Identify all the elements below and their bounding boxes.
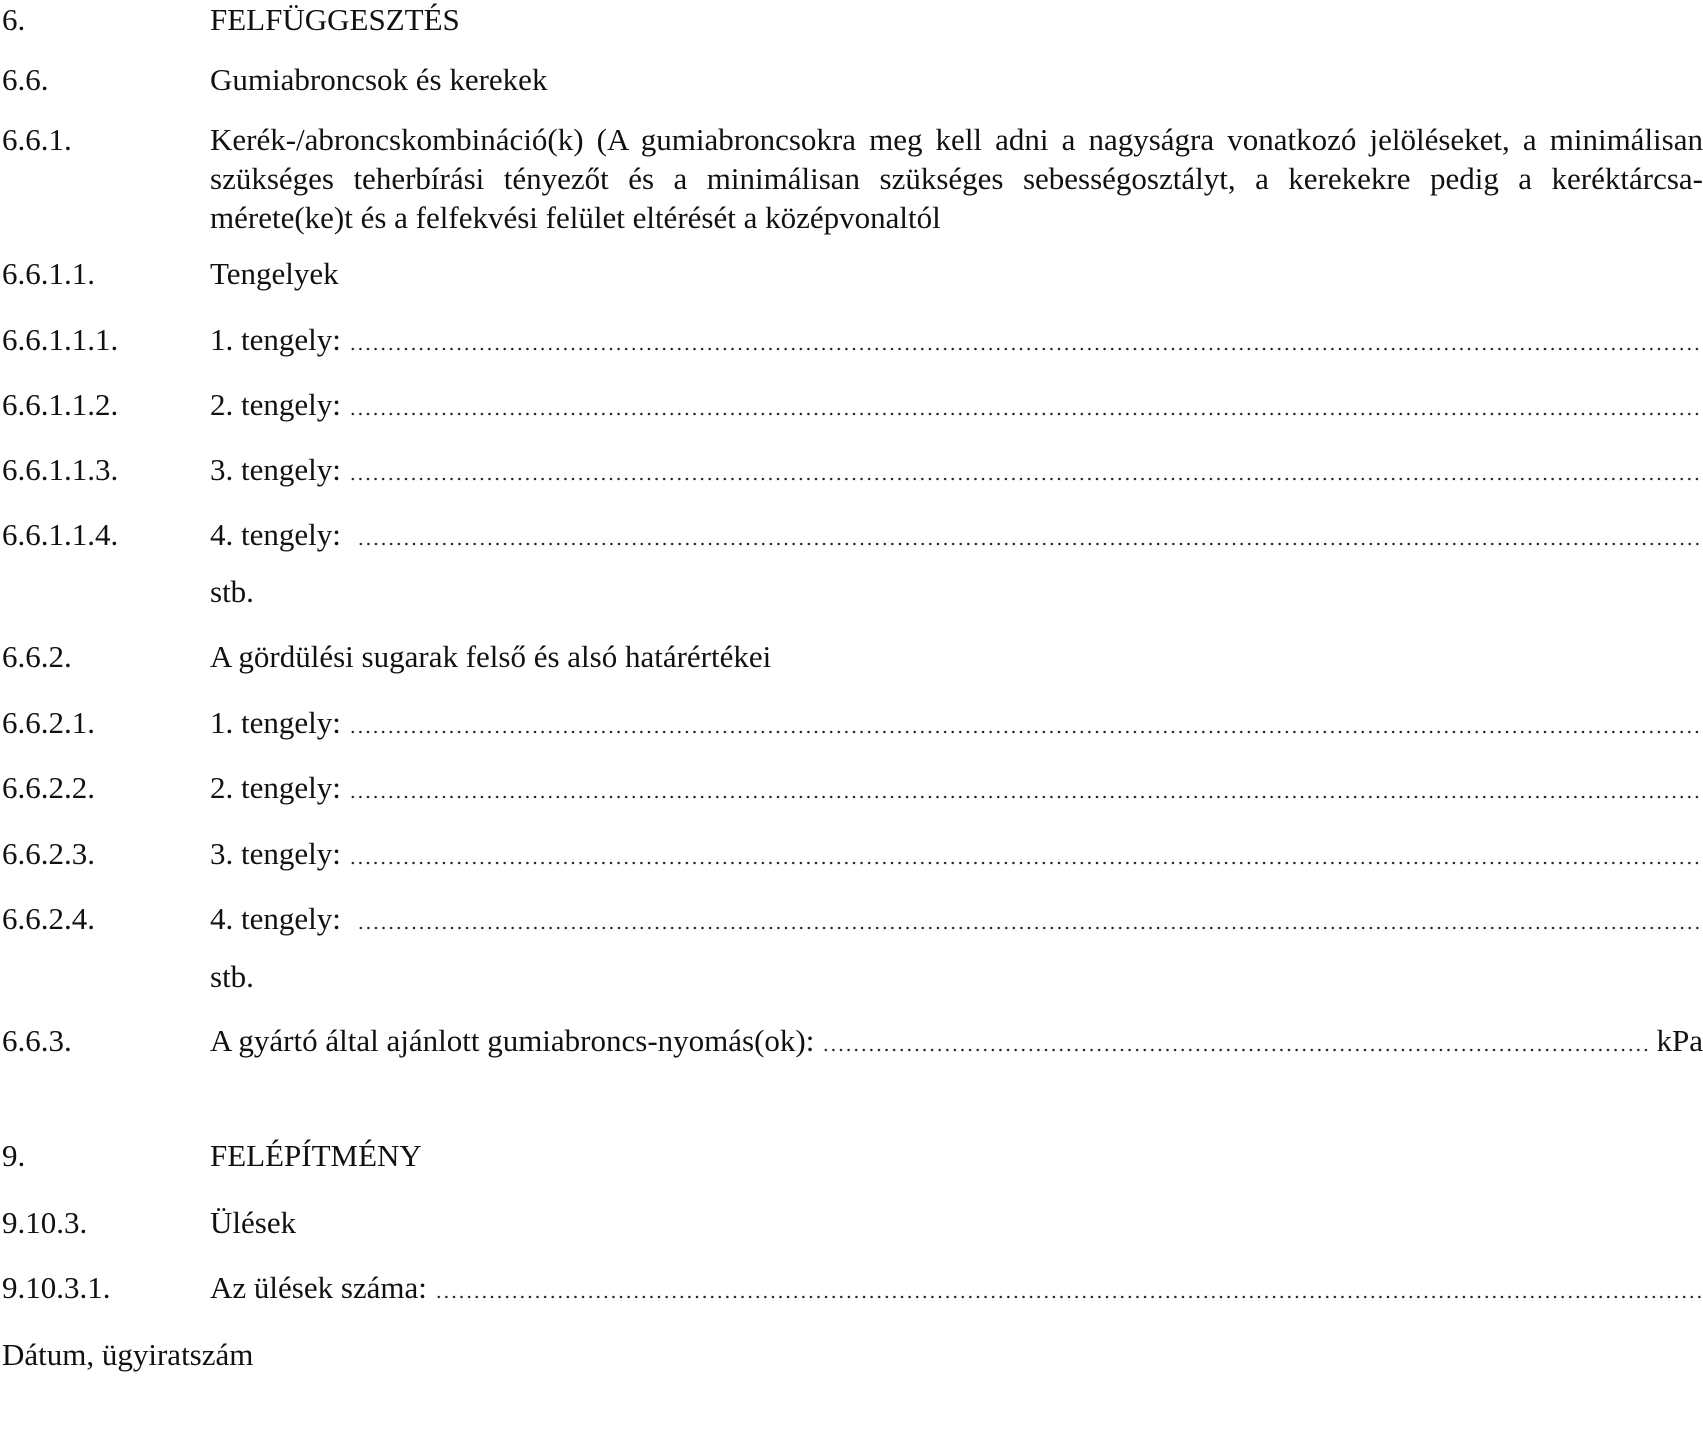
field-row-seat-count: [0, 1268, 1703, 1308]
section-number: 9.10.3.: [2, 1205, 88, 1240]
etc-text: stb.: [210, 959, 254, 994]
field-row-radius-axle-2: [0, 768, 1703, 808]
unit-label: kPa: [1656, 1023, 1703, 1058]
field-row-axle-3: [0, 450, 1703, 490]
field-row-radius-axle-1: [0, 703, 1703, 743]
section-number: 6.6.1.1.: [2, 256, 95, 291]
field-label: 2. tengely:: [210, 770, 341, 805]
field-number: 6.6.1.1.4.: [2, 517, 119, 552]
dotted-fill-line[interactable]: [349, 729, 1703, 735]
dotted-fill-line[interactable]: [349, 346, 1703, 352]
field-label: 1. tengely:: [210, 322, 341, 357]
field-row-axle-1: [0, 320, 1703, 360]
field-number: 6.6.1.1.3.: [2, 452, 119, 487]
dotted-fill-line[interactable]: [349, 411, 1703, 417]
field-row-radius-axle-3: [0, 834, 1703, 874]
dotted-fill-line[interactable]: [357, 541, 1703, 547]
field-number: 6.6.2.2.: [2, 770, 95, 805]
section-heading-9-10-3: [0, 1203, 1703, 1243]
dotted-fill-line[interactable]: [349, 794, 1703, 800]
section-number: 6.6.: [2, 62, 49, 97]
field-row-axle-2: [0, 385, 1703, 425]
section-title: FELÉPÍTMÉNY: [210, 1138, 422, 1173]
field-label: 1. tengely:: [210, 705, 341, 740]
section-title: Gumiabroncsok és kerekek: [210, 62, 548, 97]
dotted-fill-line[interactable]: [435, 1294, 1703, 1300]
date-reference-text: Dátum, ügyiratszám: [2, 1337, 254, 1372]
field-row-radius-axle-4: [0, 899, 1703, 939]
field-number: 6.6.1.1.2.: [2, 387, 119, 422]
section-title: Tengelyek: [210, 256, 339, 291]
field-label: Az ülések száma:: [210, 1270, 427, 1305]
section-heading-9: [0, 1136, 1703, 1176]
dotted-fill-line[interactable]: [349, 860, 1703, 866]
dotted-fill-line[interactable]: [349, 476, 1703, 482]
field-number: 6.6.2.3.: [2, 836, 95, 871]
etc-text: stb.: [210, 574, 254, 609]
field-label: 3. tengely:: [210, 836, 341, 871]
section-title: A gördülési sugarak felső és alsó határértékei: [210, 639, 772, 674]
field-label: 4. tengely:: [210, 901, 349, 936]
dotted-fill-line[interactable]: [357, 925, 1703, 931]
section-heading-6-6-2: [0, 637, 1703, 677]
section-6-6-1: [0, 120, 1703, 240]
dotted-fill-line[interactable]: [822, 1047, 1650, 1053]
section-number: 6.6.2.: [2, 639, 72, 674]
section-paragraph: Kerék-/abroncskombináció(k) (A gumiabroncsokra meg kell adni a nagyságra vonatkozó jelöléseket, a minimálisan szükséges teherbírási tényezőt és a minimálisan szükséges sebességosztályt, a kerekekre pedig a keréktárcsa-mérete(ke)t és a felfekvési felület eltérését a középvonaltól: [210, 122, 1703, 235]
field-label: A gyártó által ajánlott gumiabroncs-nyomás(ok):: [210, 1023, 815, 1058]
section-heading-6-6: [0, 60, 1703, 100]
section-number: 6.6.1.: [2, 122, 72, 157]
field-row-axle-4: [0, 515, 1703, 555]
field-number: 6.6.1.1.1.: [2, 322, 119, 357]
section-heading-6-6-1-1: [0, 254, 1703, 294]
field-row-tyre-pressure: [0, 1021, 1703, 1061]
field-label: 2. tengely:: [210, 387, 341, 422]
section-number: 6.: [2, 2, 26, 37]
section-heading-6: [0, 0, 1703, 40]
section-number: 9.: [2, 1138, 26, 1173]
etc-row: [0, 957, 1703, 997]
field-label: 3. tengely:: [210, 452, 341, 487]
field-number: 6.6.2.1.: [2, 705, 95, 740]
footer-row: [0, 1335, 1703, 1375]
field-number: 6.6.2.4.: [2, 901, 95, 936]
section-title: Ülések: [210, 1205, 297, 1240]
field-number: 9.10.3.1.: [2, 1270, 111, 1305]
section-title: FELFÜGGESZTÉS: [210, 2, 460, 37]
field-label: 4. tengely:: [210, 517, 349, 552]
field-number: 6.6.3.: [2, 1023, 72, 1058]
etc-row: [0, 572, 1703, 612]
